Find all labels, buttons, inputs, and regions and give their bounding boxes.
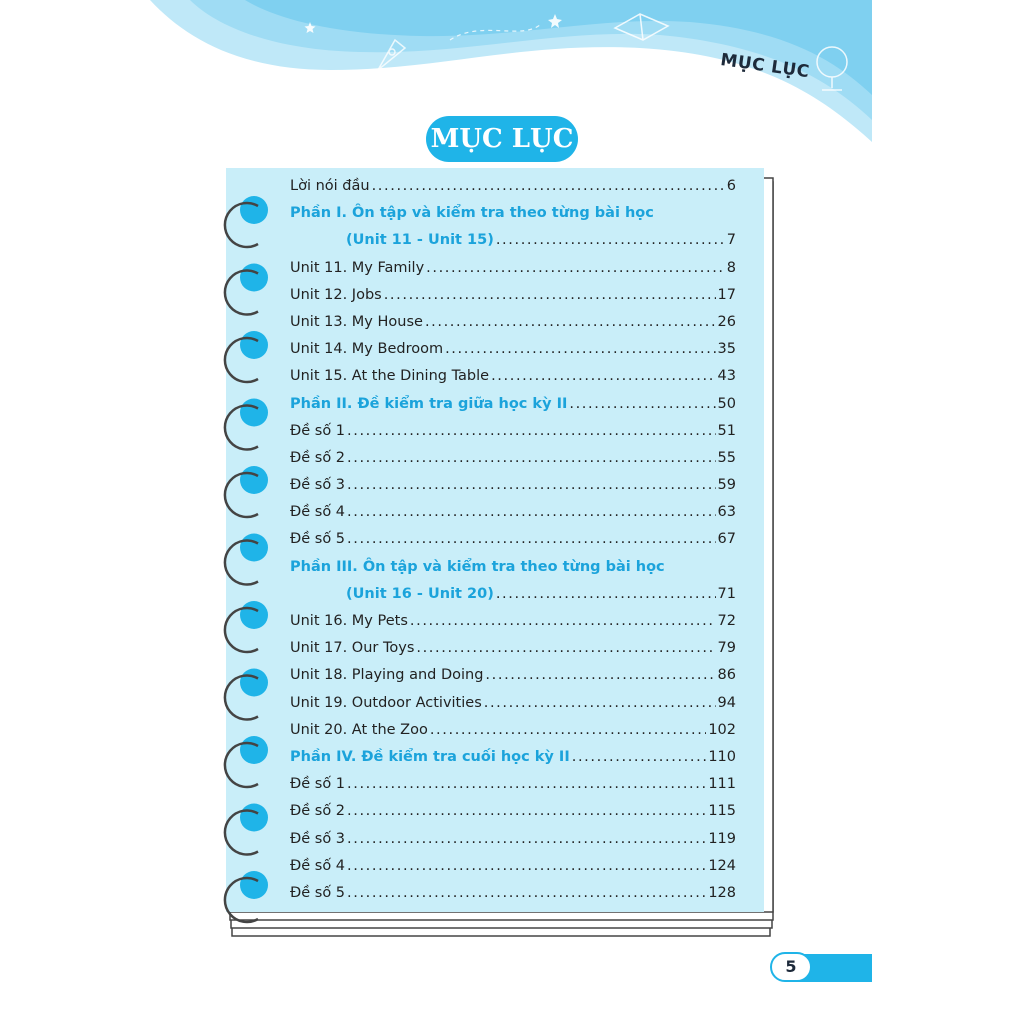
dot-leader [496,232,725,248]
toc-entry-page: 6 [726,178,736,194]
toc-entry-title: Phần II. Đề kiểm tra giữa học kỳ II [290,395,568,412]
dot-leader [347,504,716,520]
toc-entry-title: Lời nói đầu [290,178,370,194]
toc-entry-title: Đề số 2 [290,449,346,466]
toc-row [290,776,736,803]
dot-leader [491,368,715,384]
toc-row [290,613,736,640]
dot-leader [484,695,716,711]
toc-entry-page: 26 [717,313,736,330]
toc-entry-title: Phần IV. Đề kiểm tra cuối học kỳ II [290,748,570,765]
toc-row [290,341,736,368]
toc-entry-title: Đề số 5 [290,884,346,901]
dot-leader [445,341,715,357]
toc-row [290,368,736,395]
toc-row [290,640,736,667]
toc-row [290,423,736,450]
toc-entry-page: 51 [717,422,736,439]
toc-entry-page: 128 [708,884,736,901]
toc-row [290,831,736,858]
toc-entry-page: 94 [717,694,736,711]
toc-entry-page: 63 [717,504,736,521]
dot-leader [572,749,707,765]
toc-entry-page: 50 [717,395,736,412]
dot-leader [347,831,706,847]
toc-row [290,667,736,694]
toc-entry-title: Unit 17. Our Toys [290,640,415,657]
dot-leader [347,858,706,874]
dot-leader [384,287,716,303]
toc-row [290,178,736,205]
toc-entry-page: 17 [717,286,736,303]
toc-entry-page: 67 [717,531,736,548]
dot-leader [347,477,716,493]
toc-row [290,314,736,341]
toc-row [290,287,736,314]
toc-entry-title: Đề số 3 [290,830,346,847]
dot-leader [410,613,716,629]
toc-entry-page: 102 [708,721,736,738]
toc-entry-title: Unit 11. My Family [290,259,425,276]
dot-leader [569,396,715,412]
toc-entry-page: 35 [717,341,736,358]
toc-row [290,885,736,912]
dot-leader [347,423,716,439]
toc-section-row [290,396,736,423]
toc-section-row [290,205,736,232]
dot-leader [347,450,716,466]
page-title: MỤC LỤC [426,116,578,162]
toc-entry-title: Đề số 4 [290,857,346,874]
dot-leader [496,586,716,602]
header-label: MỤC LỤC [719,50,811,83]
toc-entry-page: 55 [717,449,736,466]
toc-entry-title: Đề số 1 [290,776,346,793]
dot-leader [425,314,716,330]
toc-entry-page: 110 [708,748,736,765]
toc-section-row [290,586,736,613]
toc-row [290,722,736,749]
toc-entry-title: Phần I. Ôn tập và kiểm tra theo từng bài học [290,205,654,222]
dot-leader [347,803,706,819]
toc-section-row [290,232,736,259]
toc-row [290,531,736,558]
toc-entry-page: 124 [708,857,736,874]
toc-entry-title: Unit 16. My Pets [290,613,408,629]
toc-entry-page: 119 [708,830,736,847]
dot-leader [347,885,706,901]
toc-entry-title: Phần III. Ôn tập và kiểm tra theo từng bài học [290,558,665,575]
dot-leader [430,722,706,738]
dot-leader [347,531,716,547]
toc-row [290,858,736,885]
toc-entry-page: 79 [717,640,736,657]
toc-section-row [290,559,736,586]
toc-entry-page: 43 [717,368,736,385]
page-number: 5 [770,952,812,982]
toc-entry-title: Unit 12. Jobs [290,286,382,303]
toc-row [290,695,736,722]
toc-entry-title: Unit 13. My House [290,313,423,330]
toc-row [290,477,736,504]
toc-entry-title: Unit 19. Outdoor Activities [290,694,482,711]
toc-entry-title: (Unit 16 - Unit 20) [346,585,494,602]
toc-entry-page: 72 [717,613,736,629]
toc-entry-title: Unit 20. At the Zoo [290,721,428,738]
toc-entry-title: Unit 15. At the Dining Table [290,368,490,385]
toc-entry-page: 59 [717,477,736,494]
toc-entry-title: Đề số 2 [290,803,346,820]
dot-leader [347,776,706,792]
toc-entry-title: Unit 18. Playing and Doing [290,667,484,684]
toc-row [290,504,736,531]
dot-leader [372,178,725,194]
toc-entry-title: Unit 14. My Bedroom [290,341,444,358]
toc-entry-title: Đề số 1 [290,422,346,439]
toc-entry-page: 71 [717,585,736,602]
toc-entry-title: Đề số 5 [290,531,346,548]
toc-entry-page: 111 [708,776,736,793]
toc-entry-title: Đề số 4 [290,504,346,521]
toc-section-row [290,749,736,776]
toc-row [290,450,736,477]
dot-leader [416,640,715,656]
toc-entry-page: 7 [726,232,736,249]
toc-row [290,260,736,287]
dot-leader [485,667,715,683]
table-of-contents [290,178,736,912]
toc-entry-page: 115 [708,803,736,820]
toc-row [290,803,736,830]
toc-entry-page: 8 [726,259,736,276]
toc-entry-title: Đề số 3 [290,477,346,494]
dot-leader [426,260,725,276]
toc-entry-page: 86 [717,667,736,684]
toc-entry-title: (Unit 11 - Unit 15) [346,232,494,249]
